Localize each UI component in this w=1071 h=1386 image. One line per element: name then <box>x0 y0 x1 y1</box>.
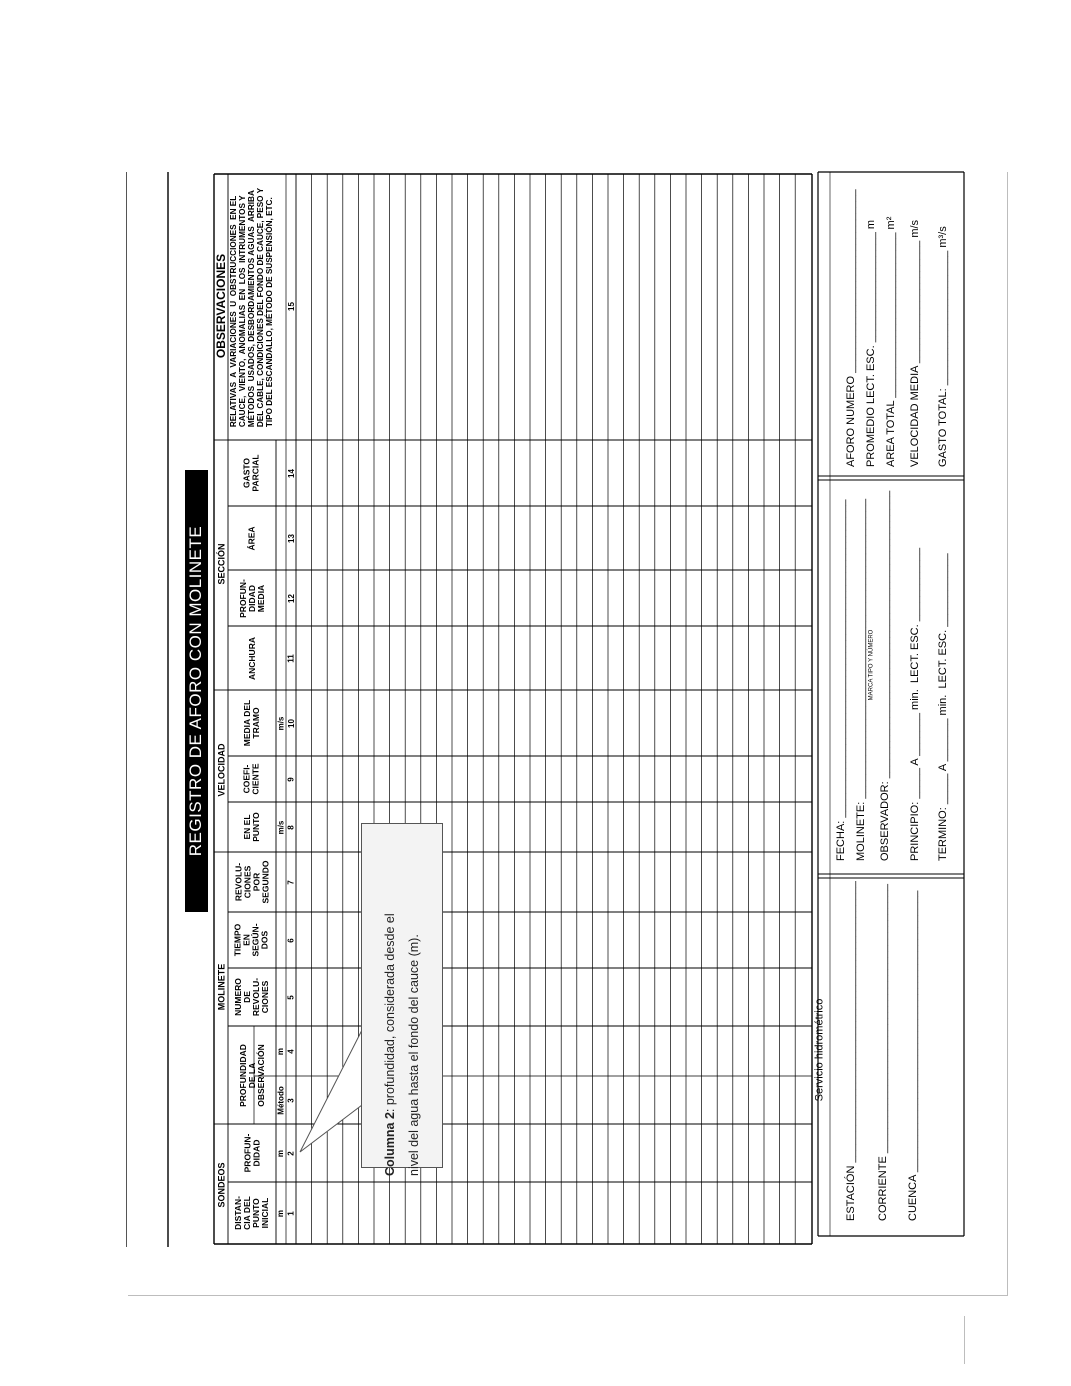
num-col-5: 5 <box>286 994 296 1000</box>
num-col-6: 6 <box>286 937 296 943</box>
header-numero-revoluciones: NUMERO DE REVOLU- CIONES <box>233 977 270 1017</box>
header-en-el-punto: EN EL PUNTO <box>241 812 261 842</box>
gasto-total-field[interactable]: GASTO TOTAL: ______________________ m³/s <box>937 226 949 467</box>
observador-label: OBSERVADOR: <box>879 781 891 861</box>
num-col-14: 14 <box>286 468 296 478</box>
unit-col-1: m <box>276 1209 286 1217</box>
num-col-8: 8 <box>286 824 296 830</box>
corriente-field[interactable]: CORRIENTE ____________________________________________ <box>877 883 889 1221</box>
num-col-11: 11 <box>286 653 296 663</box>
header-coeficiente: COEFI- CIENTE <box>241 763 261 795</box>
unit-metodo: Método <box>276 1085 286 1115</box>
aforo-numero-field[interactable]: AFORO NUMERO ______________________________ <box>845 189 857 467</box>
form-title: REGISTRO DE AFORO CON MOLINETE <box>186 525 206 857</box>
aforo-numero-label: AFORO NUMERO <box>845 375 857 467</box>
corriente-label: CORRIENTE <box>877 1156 889 1221</box>
observador-field[interactable]: OBSERVADOR: _______________________________________________ <box>879 490 891 861</box>
area-total-field[interactable]: AREA TOTAL ___________________________ m² <box>885 216 897 467</box>
header-tiempo: TIEMPO EN SEGÚN- DOS <box>233 923 270 957</box>
termino-label: TERMINO: <box>937 807 949 861</box>
header-area: ÁREA <box>246 525 257 551</box>
promedio-label: PROMEDIO LECT. ESC. <box>865 345 877 467</box>
header-media-tramo: MEDIA DEL TRAMO <box>242 699 261 747</box>
velocidad-media-label: VELOCIDAD MEDIA <box>909 366 921 467</box>
cuenca-label: CUENCA <box>907 1175 919 1221</box>
gasto-total-label: GASTO TOTAL: <box>937 388 949 467</box>
num-col-2: 2 <box>286 1150 296 1156</box>
num-col-4: 4 <box>286 1048 296 1054</box>
header-anchura: ANCHURA <box>246 636 257 680</box>
unit-col-2: m <box>276 1149 286 1157</box>
num-col-15: 15 <box>286 301 296 311</box>
velocidad-media-field[interactable]: VELOCIDAD MEDIA ____________________ m/s <box>909 219 921 467</box>
group-molinete: MOLINETE <box>216 963 226 1011</box>
termino-field[interactable]: TERMINO: _____ A _______ min. LECT. ESC. ____________ <box>937 553 949 861</box>
principio-label: PRINCIPIO: <box>909 801 921 861</box>
principio-field[interactable]: PRINCIPIO: _____ A _______ min. LECT. ESC. ____________ <box>909 547 921 861</box>
group-sondeos: SONDEOS <box>216 1162 227 1208</box>
num-col-10: 10 <box>286 718 296 728</box>
num-col-12: 12 <box>286 593 296 603</box>
unit-col-4: m <box>276 1047 286 1055</box>
promedio-field[interactable]: PROMEDIO LECT. ESC. __________________ m <box>865 219 877 467</box>
unit-col-10: m/s <box>276 716 286 730</box>
group-observaciones: OBSERVACIONES <box>214 253 228 359</box>
num-col-9: 9 <box>286 776 296 782</box>
group-velocidad: VELOCIDAD <box>216 743 227 797</box>
header-profundidad-observacion: PROFUNDIDAD DE LA OBSERVACIÓN <box>237 1043 266 1107</box>
group-seccion: SECCIÓN <box>216 543 227 585</box>
fecha-label: FECHA: <box>835 820 847 861</box>
estacion-field[interactable]: ESTACIÓN ______________________________________________ <box>845 881 857 1221</box>
fecha-field[interactable]: FECHA: ____________________________________________________ <box>835 499 847 861</box>
unit-col-8: m/s <box>276 820 286 834</box>
servicio-label: Servicio hidrométrico <box>813 998 826 1102</box>
molinete-field[interactable]: MOLINETE: _________________________________________________ <box>855 498 867 861</box>
num-col-7: 7 <box>286 879 296 885</box>
callout-box <box>361 823 443 1176</box>
header-profundidad-media: PROFUN- DIDAD MEDIA <box>237 578 266 618</box>
header-profundidad: PROFUN- DIDAD <box>241 1133 261 1173</box>
callout-text: Columna 2: profundidad, considerada desde el nivel del agua hasta el fondo del cauce (m). <box>383 913 421 1176</box>
header-gasto-parcial: GASTO PARCIAL <box>242 454 261 492</box>
header-distancia: DISTAN- CIA DEL PUNTO INICIAL <box>233 1196 270 1230</box>
marca-caption: MARCA TIPO Y NÚMERO <box>868 629 874 701</box>
num-col-3: 3 <box>286 1097 296 1103</box>
header-observaciones-text: RELATIVAS A VARIACIONES U OBSTRUCCIONES EN EL CAUCE, VIENTO, ANOMALIAS EN LOS INTRUMENTOS Y MÉTODOS USADOS, DESBORDAMIENTOS AGUAS ARRIBA DEL CABLE, CONDICIONES DEL FONDO DE CAUCE, PESO Y TIPO DEL ESCANDALLO, MÉTODO DE SUSPENSIÓN, ETC. <box>229 187 275 427</box>
area-total-label: AREA TOTAL <box>885 400 897 467</box>
cuenca-field[interactable]: CUENCA ______________________________________________ <box>907 890 919 1221</box>
num-col-1: 1 <box>286 1210 296 1216</box>
estacion-label: ESTACIÓN <box>845 1165 857 1221</box>
num-col-13: 13 <box>286 533 296 543</box>
molinete-label: MOLINETE: <box>855 801 867 861</box>
header-revoluciones-segundo: REVOLU- CIONES POR SEGUNDO <box>232 860 270 904</box>
